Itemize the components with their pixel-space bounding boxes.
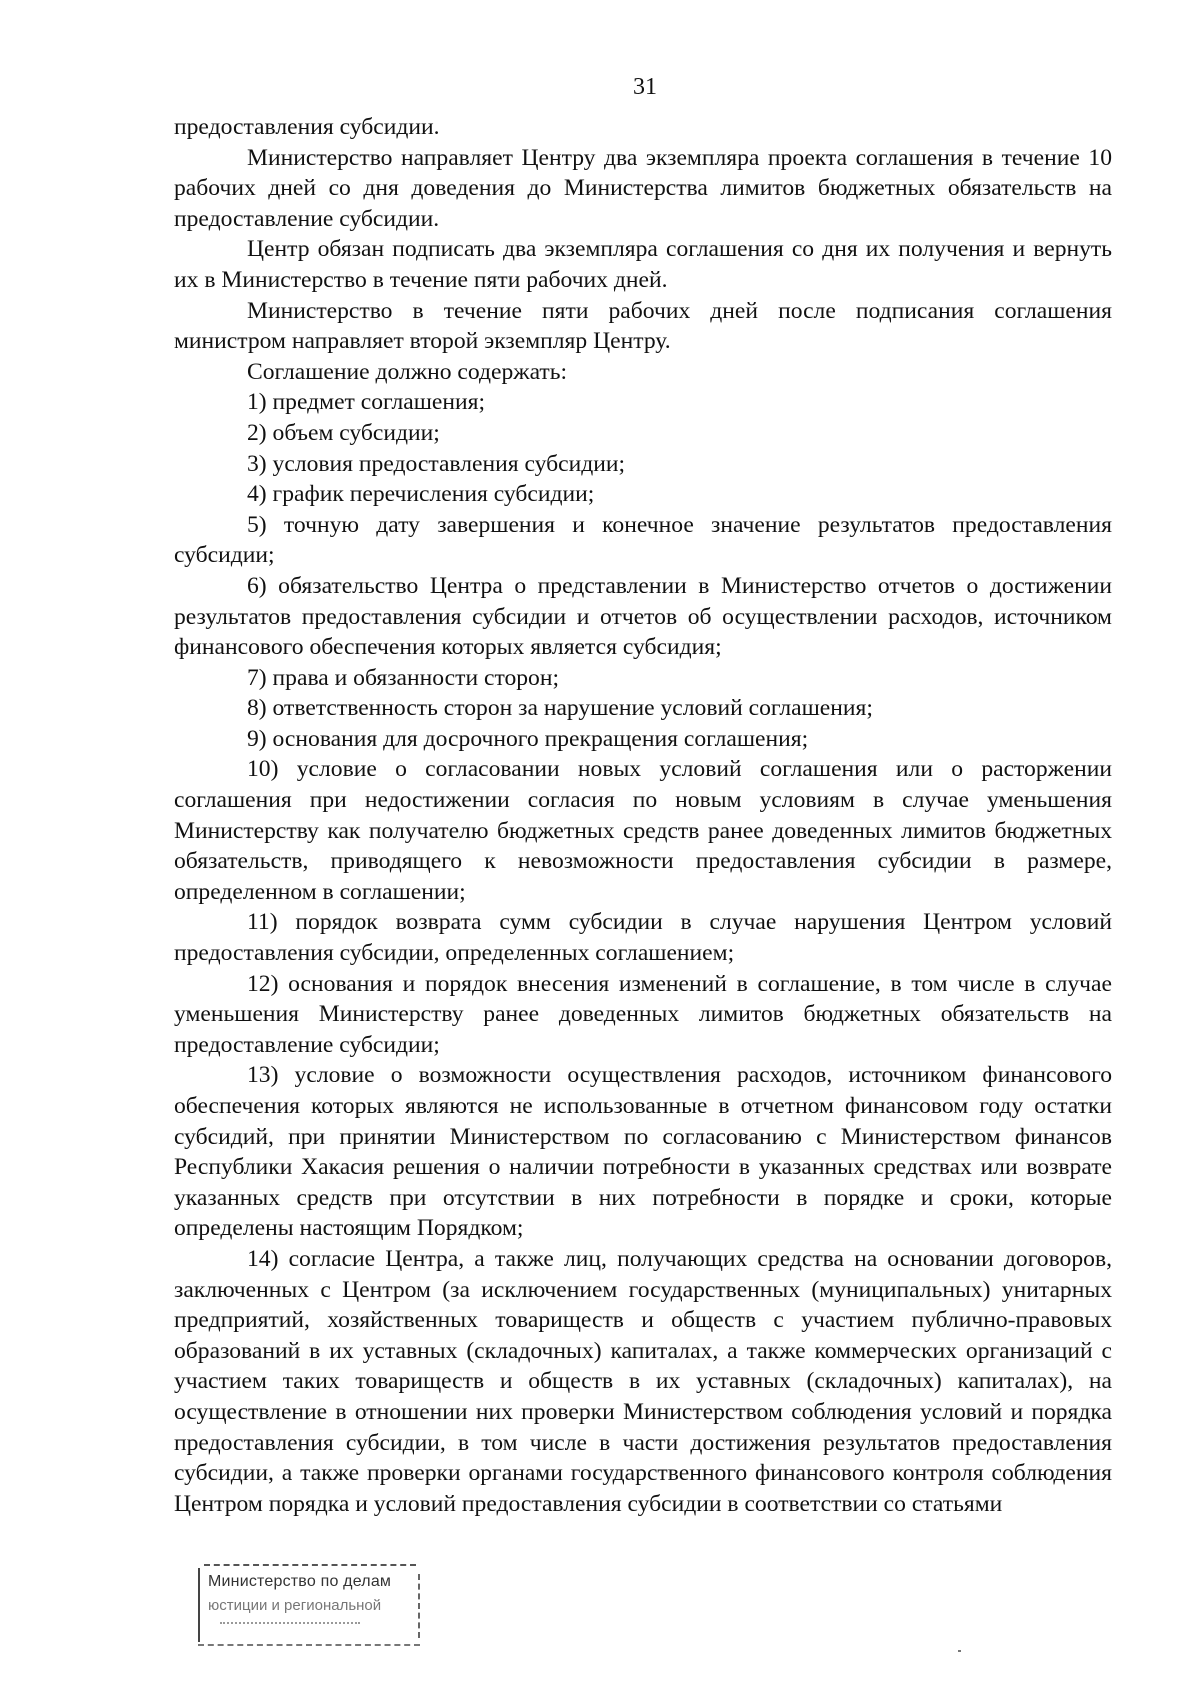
list-item-10: 10) условие о согласовании новых условий соглашения или о расторжении соглашения при недостижении согласия по новым условиям в случае уменьшения Министерству как получателю бюджетных средств ранее доведенных лимитов бюджетных обязательств, приводящего к невозможности предоставления субсидии в размере, определенном в соглашении;: [174, 756, 1112, 905]
list-item-12: 12) основания и порядок внесения изменений в соглашение, в том числе в случае уменьшения Министерству ранее доведенных лимитов бюджетных обязательств на предоставление субсидии;: [174, 970, 1112, 1058]
paragraph-1: предоставления субсидии.: [174, 114, 440, 140]
stamp-text-line-1: Министерство по делам: [208, 1573, 392, 1590]
stamp-faded-line: [220, 1622, 360, 1630]
list-item-3: 3) условия предоставления субсидии;: [247, 450, 626, 477]
stamp-border-bottom: [198, 1644, 420, 1646]
registration-stamp: [198, 1564, 420, 1648]
list-item-5: 5) точную дату завершения и конечное значение результатов предоставления субсидии;: [174, 511, 1112, 569]
agreement-contents-heading: Соглашение должно содержать:: [247, 358, 568, 385]
list-item-11: 11) порядок возврата сумм субсидии в случае нарушения Центром условий предоставления субсидии, определенных соглашением;: [174, 909, 1112, 967]
list-item-14: 14) согласие Центра, а также лиц, получающих средства на основании договоров, заключенных с Центром (за исключением государственных (муниципальных) унитарных предприятий, хозяйственных товариществ и обществ с участием публично-правовых образований в их уставных (складочных) капиталах, а также коммерческих организаций с участием таких товариществ и обществ в их уставных (складочных) капиталах), на осуществление в отношении них проверки Министерством соблюдения условий и порядка предоставления субсидии, в том числе в части достижения результатов предоставления субсидии, а также проверки органами государственного финансового контроля соблюдения Центром порядка и условий предоставления субсидии в соответствии со статьями: [174, 1245, 1112, 1517]
document-body: [174, 112, 1112, 1519]
list-item-8: 8) ответственность сторон за нарушение условий соглашения;: [247, 695, 873, 722]
list-item-1: 1) предмет соглашения;: [247, 389, 486, 416]
paragraph-3: Центр обязан подписать два экземпляра соглашения со дня их получения и вернуть их в Министерство в течение пяти рабочих дней.: [174, 236, 1112, 293]
list-item-6: 6) обязательство Центра о представлении в Министерство отчетов о достижении результатов предоставления субсидии и отчетов об осуществлении расходов, источником финансового обеспечения которых является субсидия;: [174, 572, 1112, 661]
scan-speck: [958, 1650, 961, 1652]
page-number: 31: [633, 74, 657, 100]
list-item-4: 4) график перечисления субсидии;: [247, 481, 595, 508]
stamp-border-top: [204, 1564, 416, 1566]
list-item-2: 2) объем субсидии;: [247, 419, 440, 446]
list-item-9: 9) основания для досрочного прекращения соглашения;: [247, 725, 809, 752]
list-item-7: 7) права и обязанности сторон;: [247, 664, 560, 691]
paragraph-4: Министерство в течение пяти рабочих дней после подписания соглашения министром направляет второй экземпляр Центру.: [174, 297, 1112, 355]
paragraph-2: Министерство направляет Центру два экземпляра проекта соглашения в течение 10 рабочих дней со дня доведения до Министерства лимитов бюджетных обязательств на предоставление субсидии.: [174, 144, 1112, 232]
stamp-border-left: [198, 1568, 200, 1642]
stamp-border-right: [418, 1574, 420, 1638]
list-item-13: 13) условие о возможности осуществления расходов, источником финансового обеспечения которых являются не использованные в отчетном финансовом году остатки субсидий, при принятии Министерством по согласованию с Министерством финансов Республики Хакасия решения о наличии потребности в указанных средствах или возврате указанных средств при отсутствии в них потребности в порядке и сроки, которые определены настоящим Порядком;: [174, 1062, 1112, 1242]
stamp-text-line-2: юстиции и региональной: [208, 1597, 382, 1614]
